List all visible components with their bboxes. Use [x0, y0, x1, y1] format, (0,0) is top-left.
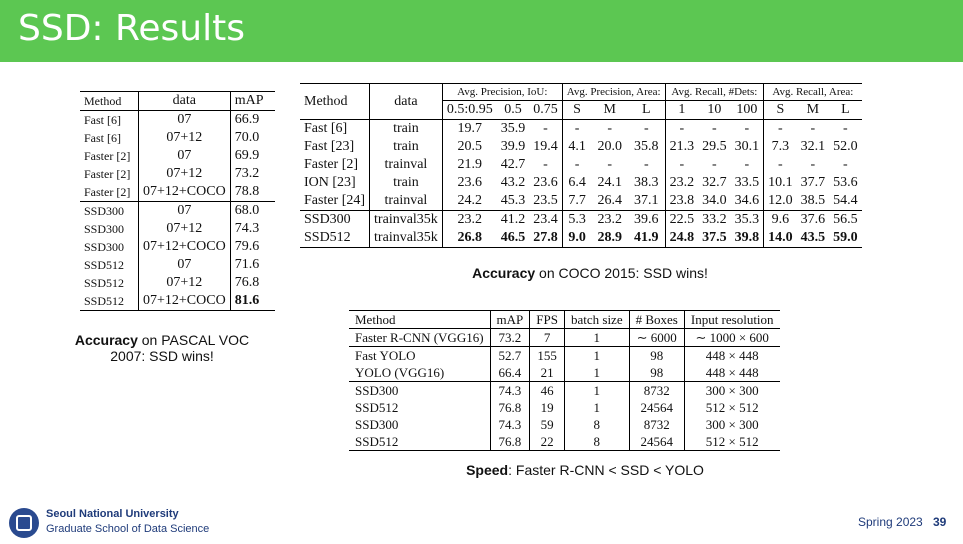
speed-results-table	[349, 310, 780, 451]
value-cell: 35.3	[731, 211, 764, 230]
caption-bold: Accuracy	[472, 265, 536, 281]
table-header-row	[349, 311, 780, 329]
data-cell: train	[370, 174, 443, 192]
method-cell: Faster [2]	[304, 157, 359, 172]
value-cell: 76.8	[490, 399, 530, 416]
page-number: 39	[933, 515, 947, 529]
column-header: Method	[300, 84, 370, 120]
value-cell: 21.9	[442, 156, 496, 174]
value-cell: 52.7	[490, 347, 530, 365]
method-cell: Faster [2]	[84, 149, 131, 163]
column-header: Method	[80, 92, 139, 111]
value-cell: 45.3	[500, 193, 526, 208]
value-cell: -	[810, 157, 816, 172]
value-cell: 43.5	[797, 229, 830, 248]
table-row	[80, 220, 275, 238]
value-cell: 448 × 448	[684, 347, 779, 365]
value-cell: 42.7	[500, 157, 526, 172]
value-cell: 37.5	[698, 229, 731, 248]
value-cell: -	[607, 121, 613, 136]
value-cell: 23.2	[442, 211, 496, 230]
table-row	[349, 364, 780, 382]
value-cell: 1	[564, 329, 629, 347]
value-cell: 9.6	[764, 211, 797, 230]
column-header: mAP	[230, 92, 275, 111]
value-cell: 8732	[629, 416, 684, 433]
value-cell: 37.1	[634, 193, 659, 208]
table-row	[80, 238, 275, 256]
value-cell: -	[562, 120, 591, 139]
data-cell: 07	[139, 202, 231, 221]
data-cell: train	[370, 120, 443, 139]
method-cell: SSD300	[300, 211, 370, 230]
value-cell: -	[665, 120, 698, 139]
value-cell: 10.1	[764, 174, 797, 192]
value-cell: ∼ 1000 × 600	[684, 329, 779, 347]
value-cell: 46	[530, 382, 565, 400]
table-row	[80, 183, 275, 202]
subheader: 100	[731, 101, 764, 120]
method-cell: Fast YOLO	[349, 347, 490, 365]
column-header: batch size	[564, 311, 629, 329]
value-cell: -	[643, 157, 649, 172]
value-cell: 22	[530, 433, 565, 451]
value-cell: 23.2	[665, 174, 698, 192]
caption-text: on PASCAL VOC	[137, 332, 250, 348]
table-group-header-row	[300, 84, 862, 101]
method-cell: Faster [2]	[84, 185, 131, 199]
map-cell: 68.0	[230, 202, 275, 221]
column-header: FPS	[530, 311, 565, 329]
subheader: M	[591, 101, 628, 120]
method-cell: SSD512	[84, 276, 125, 290]
university-logo-icon	[9, 508, 39, 538]
method-cell: SSD512	[349, 433, 490, 451]
data-cell: 07	[139, 111, 231, 130]
value-cell: -	[764, 156, 797, 174]
value-cell: 30.1	[734, 139, 760, 154]
value-cell: 35.9	[500, 121, 526, 136]
value-cell: -	[744, 121, 750, 136]
value-cell: 23.4	[529, 211, 562, 230]
method-cell: SSD300	[349, 382, 490, 400]
value-cell: 39.9	[500, 139, 526, 154]
value-cell: 12.0	[764, 192, 797, 211]
method-cell: Faster [2]	[84, 167, 131, 181]
table-row	[300, 192, 862, 211]
coco-caption	[440, 265, 740, 281]
table-row	[300, 229, 862, 248]
method-cell: ION [23]	[304, 175, 356, 190]
map-cell: 73.2	[234, 166, 260, 181]
value-cell: -	[562, 156, 591, 174]
map-cell: 78.8	[234, 184, 260, 199]
map-cell: 71.6	[234, 257, 260, 272]
caption-bold: Accuracy	[74, 332, 138, 348]
value-cell: 98	[629, 364, 684, 382]
table-row	[300, 156, 862, 174]
method-cell: SSD300	[80, 202, 139, 221]
coco-results-table	[300, 83, 862, 248]
value-cell: 74.3	[490, 416, 530, 433]
method-cell: YOLO (VGG16)	[355, 365, 445, 380]
value-cell: 21	[530, 364, 565, 382]
map-cell: 81.6	[230, 292, 275, 311]
table-row	[300, 120, 862, 139]
method-cell: SSD300	[84, 222, 125, 236]
value-cell: 39.8	[731, 229, 764, 248]
value-cell: 300 × 300	[684, 382, 779, 400]
caption-bold: Speed	[466, 462, 509, 478]
value-cell: -	[843, 121, 848, 136]
map-cell: 70.0	[234, 130, 260, 145]
method-cell: SSD300	[355, 417, 399, 432]
map-cell: 79.6	[234, 239, 260, 254]
value-cell: 73.2	[490, 329, 530, 347]
value-cell: 26.8	[442, 229, 496, 248]
value-cell: 29.5	[702, 139, 727, 154]
method-cell: SSD512	[84, 258, 125, 272]
data-cell: 07+12+COCO	[139, 292, 231, 311]
value-cell: 37.6	[797, 211, 830, 230]
method-cell: Faster R-CNN (VGG16)	[355, 330, 484, 345]
value-cell: 22.5	[665, 211, 698, 230]
subheader: S	[562, 101, 591, 120]
table-row	[349, 382, 780, 400]
value-cell: 35.8	[634, 139, 659, 154]
value-cell: 26.4	[597, 193, 622, 208]
data-cell: 07+12	[139, 274, 231, 292]
value-cell: -	[543, 121, 548, 136]
subheader: 0.75	[529, 101, 562, 120]
value-cell: 32.7	[702, 175, 727, 190]
value-cell: 8	[564, 416, 629, 433]
value-cell: -	[643, 121, 649, 136]
value-cell: 8	[564, 433, 629, 451]
subheader: S	[764, 101, 797, 120]
semester-label: Spring 2023	[858, 515, 923, 529]
method-cell: Fast [6]	[304, 121, 348, 136]
subheader: 10	[698, 101, 731, 120]
value-cell: 38.5	[800, 193, 826, 208]
value-cell: ∼ 6000	[629, 329, 684, 347]
value-cell: 4.1	[562, 138, 591, 156]
table-row	[300, 174, 862, 192]
value-cell: 23.2	[591, 211, 628, 230]
value-cell: -	[744, 157, 750, 172]
value-cell: 23.6	[533, 175, 558, 190]
speed-caption	[440, 462, 730, 478]
map-cell: 74.3	[234, 221, 260, 236]
value-cell: 33.2	[698, 211, 731, 230]
value-cell: 7.3	[764, 138, 797, 156]
method-cell: SSD300	[84, 240, 125, 254]
value-cell: 34.6	[734, 193, 760, 208]
data-cell: trainval	[370, 156, 443, 174]
group-header: Avg. Precision, Area:	[562, 84, 665, 101]
data-cell: trainval35k	[370, 229, 443, 248]
value-cell: 19.4	[533, 139, 558, 154]
value-cell: 512 × 512	[684, 433, 779, 451]
table-row	[80, 147, 275, 165]
value-cell: 19.7	[442, 120, 496, 139]
value-cell: 1	[564, 347, 629, 365]
value-cell: 27.8	[529, 229, 562, 248]
map-cell: 69.9	[234, 148, 260, 163]
value-cell: 52.0	[833, 139, 858, 154]
value-cell: 24564	[629, 399, 684, 416]
value-cell: -	[543, 157, 548, 172]
data-cell: 07	[139, 256, 231, 274]
table-row	[80, 274, 275, 292]
method-cell: SSD512	[300, 229, 370, 248]
column-header: Method	[349, 311, 490, 329]
value-cell: 7	[530, 329, 565, 347]
table-row	[349, 329, 780, 347]
column-header: data	[370, 84, 443, 120]
table-row	[349, 416, 780, 433]
subheader: L	[829, 101, 862, 120]
value-cell: 24.8	[665, 229, 698, 248]
table-row	[80, 111, 275, 130]
subheader: M	[797, 101, 830, 120]
value-cell: 98	[629, 347, 684, 365]
value-cell: -	[607, 157, 613, 172]
data-cell: 07+12+COCO	[139, 183, 231, 202]
value-cell: 76.8	[490, 433, 530, 451]
value-cell: 56.5	[829, 211, 862, 230]
subheader: 0.5:0.95	[442, 101, 496, 120]
value-cell: 41.9	[628, 229, 665, 248]
method-cell: Fast [6]	[84, 113, 121, 127]
data-cell: trainval35k	[370, 211, 443, 230]
subheader: 0.5	[497, 101, 530, 120]
column-header: mAP	[490, 311, 530, 329]
speed-table-body	[349, 329, 780, 451]
value-cell: -	[665, 156, 698, 174]
value-cell: 23.5	[533, 193, 558, 208]
value-cell: 74.3	[490, 382, 530, 400]
column-header: data	[139, 92, 231, 111]
value-cell: 24.2	[442, 192, 496, 211]
value-cell: 66.4	[490, 364, 530, 382]
value-cell: 20.0	[597, 139, 622, 154]
table-row	[349, 347, 780, 365]
data-cell: train	[370, 138, 443, 156]
slide-title: SSD: Results	[18, 8, 245, 49]
value-cell: 1	[564, 382, 629, 400]
value-cell: 46.5	[497, 229, 530, 248]
university-name: Seoul National University	[46, 508, 179, 520]
group-header: Avg. Recall, Area:	[764, 84, 862, 101]
value-cell: 59	[530, 416, 565, 433]
value-cell: 512 × 512	[684, 399, 779, 416]
group-header: Avg. Precision, IoU:	[442, 84, 562, 101]
table-row	[300, 138, 862, 156]
data-cell: 07+12	[139, 129, 231, 147]
table-row	[80, 202, 275, 221]
map-cell: 76.8	[234, 275, 260, 290]
school-name: Graduate School of Data Science	[46, 523, 210, 535]
subheader: 1	[665, 101, 698, 120]
value-cell: 23.8	[665, 192, 698, 211]
method-cell: Faster [24]	[304, 193, 366, 208]
voc-results-table	[80, 91, 275, 311]
value-cell: -	[843, 157, 848, 172]
value-cell: 7.7	[562, 192, 591, 211]
value-cell: 34.0	[702, 193, 727, 208]
value-cell: 33.5	[734, 175, 760, 190]
value-cell: -	[764, 120, 797, 139]
method-cell: Fast [23]	[304, 139, 355, 154]
table-row	[80, 129, 275, 147]
method-cell: Fast [6]	[84, 131, 121, 145]
map-cell: 66.9	[234, 112, 260, 127]
table-row	[80, 292, 275, 311]
data-cell: trainval	[370, 192, 443, 211]
value-cell: 37.7	[800, 175, 826, 190]
table-row	[80, 165, 275, 183]
caption-text: on COCO 2015: SSD wins!	[535, 265, 708, 281]
value-cell: 54.4	[833, 193, 858, 208]
value-cell: 24.1	[597, 175, 622, 190]
value-cell: 14.0	[764, 229, 797, 248]
value-cell: 32.1	[800, 139, 826, 154]
column-header: # Boxes	[629, 311, 684, 329]
value-cell: 43.2	[500, 175, 526, 190]
value-cell: 59.0	[829, 229, 862, 248]
method-cell: SSD512	[80, 292, 139, 311]
value-cell: 1	[564, 364, 629, 382]
value-cell: 8732	[629, 382, 684, 400]
value-cell: 6.4	[562, 174, 591, 192]
value-cell: -	[712, 157, 717, 172]
value-cell: 300 × 300	[684, 416, 779, 433]
value-cell: 19	[530, 399, 565, 416]
data-cell: 07+12+COCO	[139, 238, 231, 256]
value-cell: 155	[530, 347, 565, 365]
value-cell: 28.9	[591, 229, 628, 248]
coco-table-body	[300, 120, 862, 248]
subheader: L	[628, 101, 665, 120]
value-cell: 53.6	[833, 175, 858, 190]
slide-header	[0, 0, 963, 62]
voc-caption	[62, 332, 262, 364]
value-cell: 20.5	[442, 138, 496, 156]
value-cell: 24564	[629, 433, 684, 451]
value-cell: 21.3	[665, 138, 698, 156]
table-row	[349, 399, 780, 416]
table-row	[349, 433, 780, 451]
data-cell: 07+12	[139, 165, 231, 183]
column-header: Input resolution	[684, 311, 779, 329]
value-cell: 41.2	[497, 211, 530, 230]
method-cell: SSD512	[355, 400, 399, 415]
group-header: Avg. Recall, #Dets:	[665, 84, 764, 101]
table-row	[80, 256, 275, 274]
caption-text-line2: 2007: SSD wins!	[110, 348, 214, 364]
value-cell: 1	[564, 399, 629, 416]
caption-text: : Faster R-CNN < SSD < YOLO	[508, 462, 704, 478]
data-cell: 07	[139, 147, 231, 165]
value-cell: 448 × 448	[684, 364, 779, 382]
value-cell: 5.3	[562, 211, 591, 230]
value-cell: -	[712, 121, 717, 136]
value-cell: 23.6	[442, 174, 496, 192]
data-cell: 07+12	[139, 220, 231, 238]
table-header-row	[80, 92, 275, 111]
value-cell: 39.6	[628, 211, 665, 230]
value-cell: -	[810, 121, 816, 136]
value-cell: 9.0	[562, 229, 591, 248]
value-cell: 38.3	[634, 175, 659, 190]
table-row	[300, 211, 862, 230]
